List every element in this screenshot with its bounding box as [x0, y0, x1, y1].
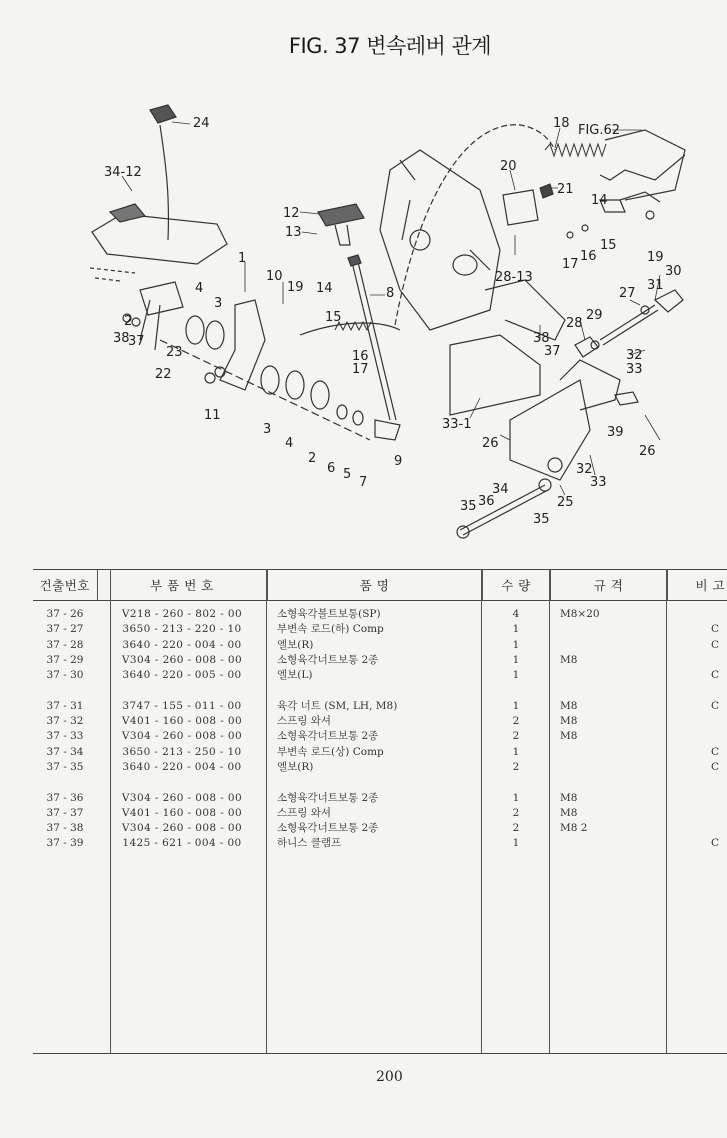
- spec-cell: [550, 760, 667, 775]
- quantity-cell: 2: [512, 760, 520, 773]
- callout-label: 5: [343, 467, 352, 482]
- table-row: [33, 729, 727, 744]
- callout-label: 24: [193, 116, 210, 131]
- callout-label: 33: [626, 362, 643, 377]
- remark-cell: C: [710, 623, 720, 636]
- table-row: [33, 638, 727, 653]
- callout-label: 32: [626, 348, 643, 363]
- part-number-cell: V304 - 260 - 008 - 00: [121, 730, 243, 743]
- spec-cell: M8: [560, 730, 578, 743]
- callout-label: 3: [263, 422, 272, 437]
- part-name-cell: 엘보(R): [277, 638, 314, 651]
- quantity-cell: 2: [512, 806, 520, 819]
- callout-label: 16: [352, 349, 369, 364]
- part-name-cell: 부변속 로드(하) Comp: [277, 623, 384, 636]
- column-divider: [666, 569, 667, 1054]
- callout-label: 23: [166, 345, 183, 360]
- callout-label: 15: [325, 310, 342, 325]
- part-number-cell: 3640 - 220 - 004 - 00: [122, 760, 242, 773]
- table-row: [33, 622, 727, 637]
- row-number-cell: 37 - 27: [46, 623, 84, 636]
- part-name-cell: 스프링 와셔: [277, 715, 332, 728]
- row-number-cell: 37 - 38: [46, 822, 84, 835]
- table-row: [33, 668, 727, 683]
- callout-label: 9: [394, 454, 403, 469]
- callout-label: 2: [308, 451, 317, 466]
- callout-label: 3: [214, 296, 223, 311]
- quantity-cell: 1: [512, 791, 520, 804]
- row-number-cell: 37 - 29: [46, 653, 84, 666]
- table-row: [33, 760, 727, 775]
- spec-cell: [550, 622, 667, 637]
- spec-cell: M8: [560, 806, 578, 819]
- callout-label: 25: [557, 495, 574, 510]
- part-name-cell: 하니스 클램프: [277, 837, 342, 850]
- callout-label: 34: [492, 482, 509, 497]
- callout-label: 19: [287, 280, 304, 295]
- part-name-cell: 소형육각너트보통 2종: [277, 822, 379, 835]
- row-number-cell: 37 - 39: [46, 837, 84, 850]
- callout-label: 31: [647, 278, 664, 293]
- part-name-cell: 부변속 로드(상) Comp: [277, 745, 384, 758]
- table-row: [33, 653, 727, 668]
- part-name-cell: 소형육각너트보통 2종: [277, 653, 379, 666]
- callout-label: 17: [562, 257, 579, 272]
- callout-label: 36: [478, 494, 495, 509]
- callout-label: 21: [557, 182, 574, 197]
- callout-label: 39: [607, 425, 624, 440]
- remark-cell: [667, 653, 727, 668]
- remark-cell: [667, 791, 727, 806]
- callout-label: 37: [128, 334, 145, 349]
- remark-cell: C: [710, 760, 720, 773]
- callout-label: 26: [639, 444, 656, 459]
- callout-label: 35: [460, 499, 477, 514]
- callout-label: 34-12: [104, 165, 142, 180]
- part-name-cell: 스프링 와셔: [277, 806, 332, 819]
- part-number-cell: 3650 - 213 - 250 - 10: [122, 745, 242, 758]
- callout-label: 30: [665, 264, 682, 279]
- row-number-cell: 37 - 26: [46, 608, 84, 620]
- callout-label: 4: [285, 436, 294, 451]
- remark-cell: [667, 729, 727, 744]
- col-header-quantity: 수 량: [482, 570, 550, 601]
- spec-cell: M8: [560, 791, 578, 804]
- part-number-cell: 3747 - 155 - 011 - 00: [122, 699, 242, 712]
- remark-cell: [667, 821, 727, 836]
- part-name-cell: 소형육각너트보통 2종: [277, 730, 379, 743]
- table-row: [33, 745, 727, 760]
- quantity-cell: 2: [512, 715, 520, 728]
- table-row: [33, 714, 727, 729]
- callout-label: 14: [591, 193, 608, 208]
- part-number-cell: V401 - 160 - 008 - 00: [121, 806, 243, 819]
- quantity-cell: 1: [512, 669, 520, 682]
- callout-label: 32: [576, 462, 593, 477]
- spec-cell: M8: [560, 699, 578, 712]
- quantity-cell: 1: [512, 699, 520, 712]
- row-number-cell: 37 - 34: [46, 745, 84, 758]
- quantity-cell: 2: [512, 822, 520, 835]
- remark-cell: C: [710, 638, 720, 651]
- callout-label: 33: [590, 475, 607, 490]
- callout-label: 18: [553, 116, 570, 131]
- callout-label: 35: [533, 512, 550, 527]
- quantity-cell: 1: [512, 837, 520, 850]
- part-name-cell: 엘보(L): [277, 669, 313, 682]
- callout-label: 38: [113, 331, 130, 346]
- callout-label: 28-13: [495, 270, 533, 285]
- row-number-cell: 37 - 30: [46, 669, 84, 682]
- callout-label: 37: [544, 344, 561, 359]
- part-number-cell: 3640 - 220 - 004 - 00: [122, 638, 242, 651]
- spec-cell: M8: [560, 653, 578, 666]
- quantity-cell: 1: [512, 623, 520, 636]
- callout-label: 33-1: [442, 417, 472, 432]
- row-number-cell: 37 - 32: [46, 715, 84, 728]
- spec-cell: [550, 836, 667, 851]
- remark-cell: C: [710, 745, 720, 758]
- part-name-cell: 엘보(R): [277, 760, 314, 773]
- table-row: [33, 836, 727, 851]
- quantity-cell: 2: [512, 730, 520, 743]
- callout-label: 16: [580, 249, 597, 264]
- remark-cell: C: [710, 699, 720, 712]
- remark-cell: C: [710, 669, 720, 682]
- spec-cell: [550, 668, 667, 683]
- col-header-no: 건출번호: [33, 570, 97, 601]
- table-row: [33, 607, 727, 622]
- row-number-cell: 37 - 37: [46, 806, 84, 819]
- callout-label: 29: [586, 308, 603, 323]
- part-number-cell: V304 - 260 - 008 - 00: [121, 653, 243, 666]
- col-header-remark: 비 고: [667, 570, 727, 601]
- remark-cell: [667, 806, 727, 821]
- spec-cell: [550, 745, 667, 760]
- table-row: [33, 791, 727, 806]
- column-divider: [110, 569, 111, 1054]
- callout-label: 15: [600, 238, 617, 253]
- quantity-cell: 1: [512, 653, 520, 666]
- part-number-cell: V304 - 260 - 008 - 00: [121, 791, 243, 804]
- parts-table: [33, 569, 727, 852]
- table-header-row: [33, 570, 727, 601]
- part-number-cell: V304 - 260 - 008 - 00: [121, 822, 243, 835]
- row-number-cell: 37 - 36: [46, 791, 84, 804]
- remark-cell: [667, 714, 727, 729]
- part-name-cell: 육각 너트 (SM, LH, M8): [277, 699, 398, 712]
- col-header-spec: 규 격: [550, 570, 667, 601]
- callout-label: 20: [500, 159, 517, 174]
- exploded-parts-diagram: [0, 80, 727, 550]
- callout-label: 17: [352, 362, 369, 377]
- row-number-cell: 37 - 33: [46, 730, 84, 743]
- callout-label: 26: [482, 436, 499, 451]
- part-number-cell: 3650 - 213 - 220 - 10: [122, 623, 242, 636]
- quantity-cell: 1: [512, 745, 520, 758]
- row-number-cell: 37 - 31: [46, 699, 84, 712]
- quantity-cell: 4: [512, 608, 520, 620]
- remark-cell: C: [710, 837, 720, 850]
- part-number-cell: V401 - 160 - 008 - 00: [121, 715, 243, 728]
- page-number: 200: [376, 1069, 403, 1085]
- quantity-cell: 1: [512, 638, 520, 651]
- spec-cell: M8: [560, 715, 578, 728]
- row-number-cell: 37 - 35: [46, 760, 84, 773]
- callout-label: 38: [533, 331, 550, 346]
- table-body: [33, 601, 727, 852]
- table-row: [33, 821, 727, 836]
- callout-label: 19: [647, 250, 664, 265]
- part-name-cell: 소형육각너트보통 2종: [277, 791, 379, 804]
- spec-cell: M8×20: [560, 608, 600, 620]
- callout-label: 11: [204, 408, 221, 423]
- part-name-cell: 소형육각볼트보통(SP): [277, 608, 381, 620]
- part-number-cell: V218 - 260 - 802 - 00: [121, 608, 243, 620]
- callout-label: 7: [359, 475, 368, 490]
- column-divider: [549, 569, 550, 1054]
- callout-label: 27: [619, 286, 636, 301]
- table-bottom-rule: [33, 1053, 727, 1054]
- part-number-cell: 1425 - 621 - 004 - 00: [122, 837, 242, 850]
- col-header-part-number: 부 품 번 호: [97, 570, 267, 601]
- callout-label: 12: [283, 206, 300, 221]
- column-divider: [481, 569, 482, 1054]
- callout-label: 2: [124, 314, 133, 329]
- callout-label: 1: [238, 251, 247, 266]
- callout-label: 10: [266, 269, 283, 284]
- callout-label: 6: [327, 461, 336, 476]
- callout-label: FIG.62: [578, 123, 621, 138]
- column-divider: [266, 569, 267, 1054]
- remark-cell: [667, 607, 727, 622]
- callout-label: 14: [316, 281, 333, 296]
- callout-label: 8: [386, 286, 395, 301]
- spec-cell: [550, 638, 667, 653]
- spec-cell: M8 2: [560, 822, 588, 835]
- part-number-cell: 3640 - 220 - 005 - 00: [122, 669, 242, 682]
- table-row: [33, 806, 727, 821]
- col-header-part-name: 품 명: [267, 570, 482, 601]
- row-number-cell: 37 - 28: [46, 638, 84, 651]
- callout-label: 4: [195, 281, 204, 296]
- callout-label: 22: [155, 367, 172, 382]
- table-row: [33, 699, 727, 714]
- callout-label: 28: [566, 316, 583, 331]
- callout-label: 13: [285, 225, 302, 240]
- parts-table-container: [33, 569, 727, 852]
- page-title: FIG. 37 변속레버 관계: [288, 34, 492, 58]
